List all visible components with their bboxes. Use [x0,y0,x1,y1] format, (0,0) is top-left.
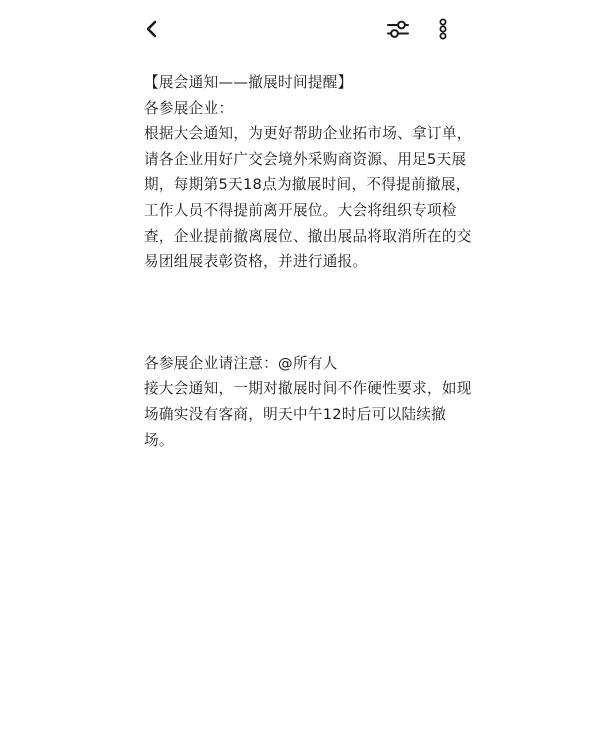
note-second-body: 接大会通知，一期对撤展时间不作硬性要求，如现场确实没有客商，明天中午12时后可以陆续撤场。 [144,380,472,449]
top-toolbar [0,0,600,60]
chevron-left-icon [144,19,158,39]
note-greeting: 各参展企业： [144,99,234,117]
more-vertical-icon [438,18,448,40]
note-title: 【展会通知——撤展时间提醒】 [144,74,353,91]
note-second-greeting: 各参展企业请注意：@所有人 [144,354,338,372]
filter-button[interactable] [384,14,412,44]
note-body: 根据大会通知，为更好帮助企业拓市场、拿订单，请各企业用好广交会境外采购商资源、用足5天展期，每期第5天18点为撤展时间，不得提前撤展，工作人员不得提前离开展位。大会将组织专项检查，企业提前撤离展位、撤出展品将取消所在的交易团组展表彰资格，并进行通报。 [144,125,472,271]
paragraph-gap [144,275,474,351]
more-options-button[interactable] [432,14,454,44]
note-content[interactable] [144,70,474,453]
back-button[interactable] [138,14,164,44]
sliders-icon [386,18,410,40]
